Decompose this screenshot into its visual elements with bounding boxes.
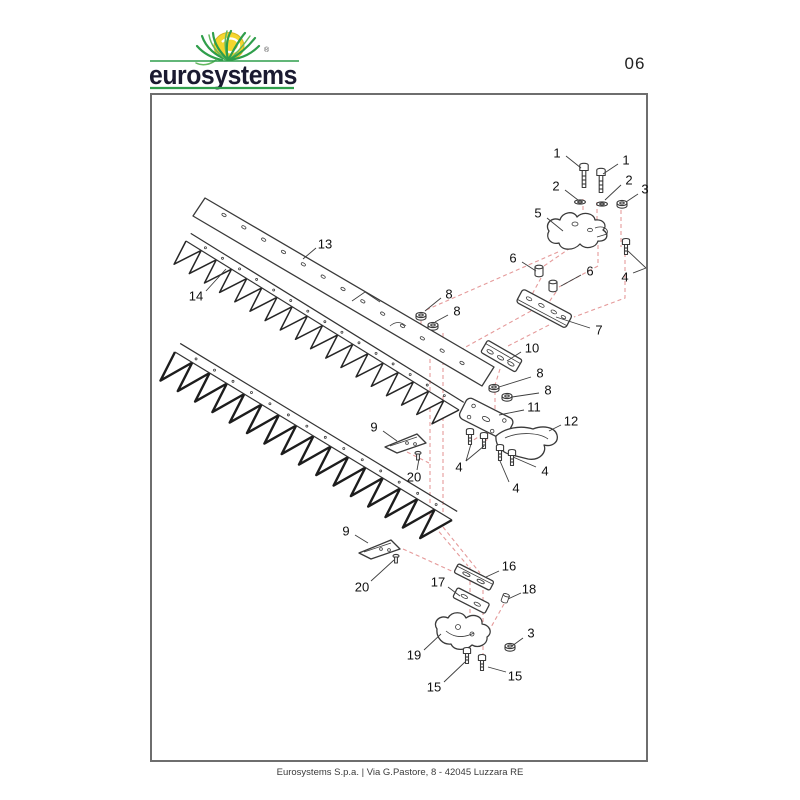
svg-text:8: 8 (536, 365, 544, 381)
callout-9 (342, 524, 368, 544)
svg-text:18: 18 (521, 581, 537, 597)
callout-16 (486, 559, 516, 578)
svg-text:20: 20 (354, 579, 370, 595)
callout-2 (552, 179, 578, 201)
svg-text:3: 3 (527, 625, 535, 641)
svg-text:15: 15 (426, 679, 442, 695)
part-15-bolt (478, 655, 485, 671)
part-4-bolt (466, 429, 473, 445)
part-15-bolt (463, 648, 470, 664)
svg-text:2: 2 (552, 178, 560, 194)
part-8-nut (502, 393, 512, 401)
callout-19 (407, 634, 441, 663)
svg-text:7: 7 (595, 322, 603, 338)
callout-4 (455, 444, 484, 475)
logo-wordmark: eurosystems (149, 60, 297, 90)
svg-text:4: 4 (621, 269, 629, 285)
callout-8 (512, 383, 552, 398)
svg-text:13: 13 (317, 236, 333, 252)
registered-mark: ® (264, 47, 270, 54)
callout-3 (512, 626, 535, 647)
callout-1 (603, 153, 630, 175)
part-19-clamp-bracket (435, 613, 490, 650)
svg-text:8: 8 (445, 286, 453, 302)
svg-text:3: 3 (641, 181, 649, 197)
footer-address: Eurosystems S.p.a. | Via G.Pastore, 8 - 42045 Luzzara RE (276, 767, 524, 778)
svg-text:16: 16 (501, 558, 517, 574)
part-12-skid-shoe (496, 427, 557, 459)
svg-text:1: 1 (553, 145, 561, 161)
callout-8 (435, 304, 461, 323)
part-4-bolt (496, 445, 503, 461)
callout-13 (303, 237, 332, 260)
svg-text:14: 14 (188, 288, 204, 304)
svg-text:4: 4 (512, 480, 520, 496)
svg-text:2: 2 (625, 172, 633, 188)
part-20-screw (393, 554, 399, 563)
callout-11 (499, 400, 541, 416)
part-1-bolt (597, 168, 605, 192)
part-1-bolt (580, 163, 588, 187)
svg-text:19: 19 (406, 647, 422, 663)
callout-9 (370, 420, 397, 442)
svg-text:6: 6 (509, 250, 517, 266)
callout-4 (500, 461, 520, 496)
callout-17 (431, 575, 460, 597)
part-2-washer (597, 202, 608, 206)
svg-text:4: 4 (541, 463, 549, 479)
svg-text:20: 20 (406, 469, 422, 485)
callout-18 (508, 582, 536, 600)
svg-text:8: 8 (453, 303, 461, 319)
svg-text:9: 9 (342, 523, 350, 539)
svg-text:17: 17 (430, 574, 446, 590)
svg-text:4: 4 (455, 459, 463, 475)
part-7-bar-plate (516, 289, 572, 329)
svg-text:6: 6 (586, 263, 594, 279)
callout-6 (561, 264, 594, 287)
svg-text:12: 12 (563, 413, 579, 429)
part-3-nut (617, 200, 627, 208)
part-8-nut (489, 384, 499, 392)
callout-20 (355, 560, 394, 595)
callout-20 (407, 459, 421, 485)
callout-4 (513, 457, 549, 479)
part-16-plate (454, 563, 494, 590)
callout-1 (553, 146, 581, 169)
svg-text:5: 5 (534, 205, 542, 221)
callout-12 (549, 414, 578, 432)
svg-text:11: 11 (527, 399, 541, 415)
part-2-washer (575, 200, 586, 204)
callout-8 (499, 366, 544, 388)
page-number: 06 (624, 54, 646, 73)
part-8-nut (416, 312, 426, 320)
callout-15 (488, 667, 522, 684)
part-17-plate (453, 587, 490, 613)
svg-text:8: 8 (544, 382, 552, 398)
svg-text:15: 15 (507, 668, 523, 684)
callout-10 (507, 341, 539, 362)
callout-2 (605, 173, 633, 201)
callout-15 (427, 662, 465, 695)
svg-text:1: 1 (622, 152, 630, 168)
svg-text:10: 10 (524, 340, 540, 356)
callout-8 (425, 287, 453, 312)
part-6-bushing (535, 265, 543, 277)
part-8-nut (428, 322, 438, 330)
part-5-support-plate (547, 213, 607, 249)
part-18-pin (501, 593, 510, 604)
svg-text:9: 9 (370, 419, 378, 435)
part-6-bushing (549, 280, 557, 292)
